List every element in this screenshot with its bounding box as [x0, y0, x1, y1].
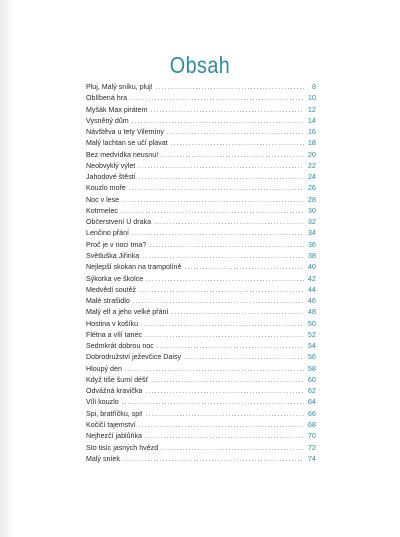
- toc-dot-leader: [139, 423, 304, 429]
- toc-entry-page-number: 10: [307, 93, 316, 103]
- toc-entry-title: Pluj, Malý sníku, pluj!: [86, 83, 153, 91]
- toc-entry: [86, 454, 316, 465]
- toc-entry-page-number: 68: [307, 419, 316, 429]
- page-spine-shadow: [0, 0, 14, 537]
- toc-dot-leader: [184, 265, 304, 271]
- toc-dot-leader: [149, 243, 304, 249]
- toc-entry: [86, 127, 316, 138]
- toc-dot-leader: [167, 130, 304, 136]
- toc-dot-leader: [171, 310, 304, 316]
- toc-dot-leader: [156, 85, 304, 91]
- toc-entry-title: Kotrmelec: [86, 206, 118, 215]
- toc-entry-title: Lenčino přání: [86, 229, 129, 238]
- toc-dot-leader: [151, 378, 304, 384]
- toc-entry-title: Proč je v noci tma?: [86, 240, 147, 249]
- toc-entry-page-number: 46: [307, 296, 316, 306]
- toc-entry-page-number: 64: [307, 397, 316, 407]
- toc-dot-leader: [138, 164, 304, 170]
- toc-dot-leader: [122, 198, 304, 204]
- toc-entry-title: Noc v lese: [86, 195, 120, 204]
- toc-entry: [86, 274, 316, 285]
- toc-entry-title: Malý sníek: [86, 454, 120, 463]
- toc-entry-page-number: 12: [307, 104, 316, 114]
- page-title: Obsah: [169, 52, 231, 78]
- toc-entry-title: Odvážná kravička: [86, 387, 143, 396]
- toc-entry-page-number: 38: [307, 250, 316, 260]
- toc-entry: [86, 386, 316, 397]
- toc-entry: [86, 319, 316, 330]
- toc-entry-page-number: 20: [307, 149, 316, 159]
- toc-entry-title: Bez medvídka neusnu!: [86, 150, 159, 159]
- toc-entry-title: Sto tisíc jasných hvězd: [86, 443, 159, 452]
- toc-dot-leader: [122, 400, 304, 406]
- toc-entry: [86, 195, 316, 206]
- toc-entry: [86, 375, 316, 386]
- toc-entry-title: Malé strašidlo: [86, 297, 130, 306]
- toc-entry-title: Vysněný dům: [86, 116, 129, 125]
- toc-entry: [86, 206, 316, 217]
- table-of-contents: [86, 82, 316, 465]
- toc-dot-leader: [129, 186, 304, 192]
- toc-entry-title: Malý elf a jeho velké přání: [86, 308, 169, 317]
- toc-dot-leader: [132, 119, 304, 125]
- toc-entry-page-number: 30: [307, 205, 316, 215]
- toc-dot-leader: [142, 254, 304, 260]
- toc-entry-page-number: 32: [307, 217, 316, 227]
- toc-entry: [86, 420, 316, 431]
- toc-entry-page-number: 54: [307, 341, 316, 351]
- toc-entry: [86, 116, 316, 127]
- toc-entry-title: Myšák Max pirátem: [86, 105, 148, 114]
- toc-entry: [86, 431, 316, 442]
- toc-entry: [86, 93, 316, 104]
- toc-dot-leader: [130, 96, 304, 102]
- toc-entry-page-number: 18: [307, 138, 316, 148]
- toc-entry-page-number: 62: [307, 386, 316, 396]
- toc-dot-leader: [161, 153, 304, 159]
- toc-entry-page-number: 60: [307, 374, 316, 384]
- toc-entry-page-number: 26: [307, 183, 316, 193]
- toc-dot-leader: [145, 333, 304, 339]
- toc-entry-title: Flétna a vílí tanec: [86, 330, 142, 339]
- toc-entry-page-number: 56: [307, 352, 316, 362]
- toc-dot-leader: [132, 231, 304, 237]
- toc-dot-leader: [171, 141, 304, 147]
- toc-entry-title: Nejlepší skokan na trampolíně: [86, 263, 182, 272]
- toc-entry-page-number: 44: [307, 284, 316, 294]
- toc-entry: [86, 240, 316, 251]
- toc-entry-title: Medvědí soutěž: [86, 285, 137, 294]
- toc-entry-page-number: 50: [307, 318, 316, 328]
- toc-entry-title: Hloupý den: [86, 364, 122, 373]
- toc-dot-leader: [157, 344, 304, 350]
- toc-dot-leader: [161, 446, 304, 452]
- toc-dot-leader: [139, 175, 304, 181]
- toc-entry: [86, 105, 316, 116]
- toc-entry-title: Hostina v košíku: [86, 319, 139, 328]
- toc-entry-title: Neobvyklý výlet: [86, 161, 136, 170]
- toc-entry-title: Když tiše šumí déšť: [86, 375, 149, 384]
- toc-entry: [86, 138, 316, 149]
- toc-entry: [86, 251, 316, 262]
- toc-entry-title: Světluška Jiřinka: [86, 251, 140, 260]
- toc-entry-title: Sedmkrát dobrou noc: [86, 342, 154, 351]
- toc-entry-page-number: 42: [307, 273, 316, 283]
- toc-entry: [86, 352, 316, 363]
- toc-entry-page-number: 48: [307, 307, 316, 317]
- toc-dot-leader: [133, 299, 304, 305]
- toc-entry-page-number: 52: [307, 329, 316, 339]
- toc-entry: [86, 307, 316, 318]
- toc-entry: [86, 443, 316, 454]
- toc-dot-leader: [121, 209, 304, 215]
- toc-entry-title: Vílí kouzlo: [86, 398, 119, 407]
- toc-dot-leader: [146, 412, 304, 418]
- toc-entry-page-number: 16: [307, 127, 316, 137]
- toc-entry: [86, 228, 316, 239]
- toc-entry-page-number: 66: [307, 408, 316, 418]
- toc-entry: [86, 330, 316, 341]
- toc-entry-page-number: 14: [307, 115, 316, 125]
- toc-dot-leader: [141, 322, 304, 328]
- toc-dot-leader: [154, 220, 304, 226]
- toc-dot-leader: [125, 367, 304, 373]
- toc-entry-page-number: 72: [307, 442, 316, 452]
- toc-dot-leader: [123, 457, 304, 463]
- toc-entry-page-number: 40: [307, 262, 316, 272]
- toc-dot-leader: [145, 434, 304, 440]
- toc-entry: [86, 397, 316, 408]
- toc-entry-title: Spi, bratříčku, spi!: [86, 409, 143, 418]
- toc-entry-title: Návštěva u tety Vilemíny: [86, 128, 164, 137]
- toc-entry: [86, 161, 316, 172]
- toc-entry-title: Sýkorka ve školce: [86, 274, 144, 283]
- toc-entry-page-number: 70: [307, 431, 316, 441]
- toc-entry: [86, 364, 316, 375]
- toc-entry-page-number: 22: [307, 160, 316, 170]
- toc-entry-title: Jahodové štěstí: [86, 173, 136, 182]
- toc-entry: [86, 409, 316, 420]
- toc-entry: [86, 172, 316, 183]
- toc-entry: [86, 183, 316, 194]
- toc-entry-title: Kočičí tajemství: [86, 420, 136, 429]
- toc-entry-page-number: 58: [307, 363, 316, 373]
- toc-entry: [86, 82, 316, 93]
- toc-entry-title: Dobrodružství ježevčice Daisy: [86, 353, 182, 362]
- toc-entry-title: Malý lachtan se učí plavat: [86, 139, 168, 148]
- toc-entry: [86, 262, 316, 273]
- toc-entry-title: Oblíbená hra: [86, 94, 128, 103]
- toc-dot-leader: [151, 108, 305, 114]
- toc-entry: [86, 150, 316, 161]
- toc-dot-leader: [145, 389, 304, 395]
- toc-entry-page-number: 34: [307, 228, 316, 238]
- toc-entry-page-number: 36: [307, 239, 316, 249]
- toc-dot-leader: [139, 288, 304, 294]
- toc-dot-leader: [146, 277, 304, 283]
- toc-entry-page-number: 24: [307, 172, 316, 182]
- toc-entry-page-number: 8: [311, 82, 316, 91]
- toc-entry: [86, 296, 316, 307]
- toc-entry-page-number: 74: [307, 453, 316, 463]
- toc-entry: [86, 341, 316, 352]
- toc-entry-title: Nejhezčí jablůňka: [86, 432, 142, 441]
- toc-dot-leader: [184, 355, 304, 361]
- toc-entry-title: Kouzlo moře: [86, 184, 126, 193]
- toc-entry-title: Občerstvení U draka: [86, 218, 152, 227]
- toc-entry-page-number: 28: [307, 194, 316, 204]
- toc-entry: [86, 217, 316, 228]
- toc-entry: [86, 285, 316, 296]
